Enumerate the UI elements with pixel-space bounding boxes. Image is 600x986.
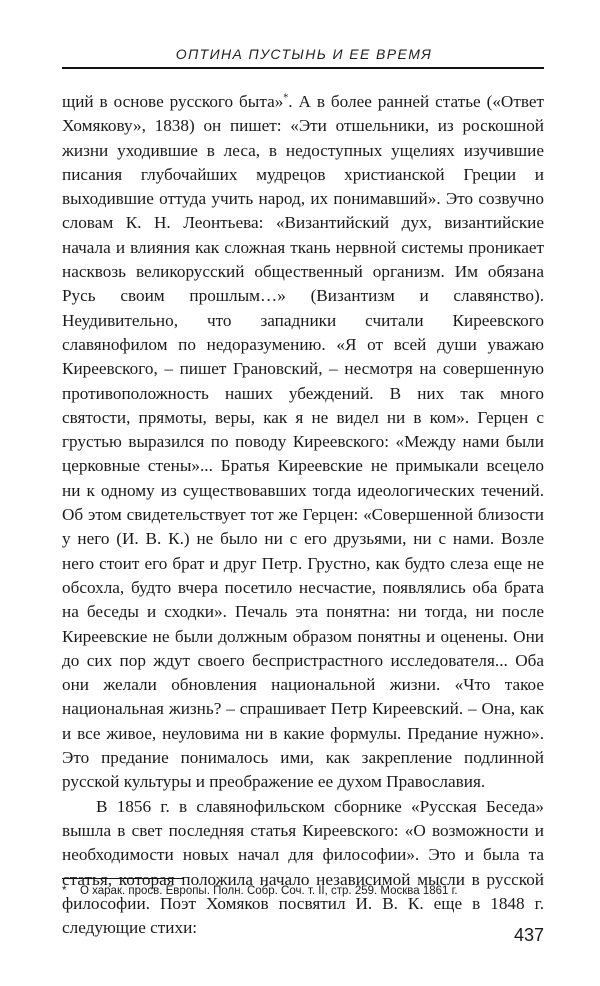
paragraph-1 (62, 90, 544, 795)
paragraph-1-rest: . А в более ранней статье («Ответ Хомякову», 1838) он пишет: «Эти отшельники, из роскошной жизни уходившие в леса, в недоступных ущелиях изучившие писания глубочайших мудрецов христианской Греции и выходившие оттуда учить народ, их понимавший». Это созвучно словам К. Н. Леонтьева: «Византийский дух, византийские начала и влияния как сложная ткань нервной системы проникает насквозь великорусский общественный организм. Им обязана Русь своим прошлым…» (Византизм и славянство). Неудивительно, что западники считали Киреевского славянофилом по недоразумению. «Я от всей души уважаю Киреевского, – пишет Грановский, – несмотря на совершенную противоположность наших убеждений. В них так много святости, прямоты, веры, как я не видел ни в ком». Герцен с грустью выразился по поводу Киреевского: «Между нами были церковные стены»... Братья Киреевские не примыкали всецело ни к одному из существовавших тогда идеологических течений. Об этом свидетельствует тот же Герцен: «Совершенной близости у него (И. В. К.) не было ни с его друзьями, ни с нами. Возле него стоит его брат и друг Петр. Грустно, как будто слеза еще не обсохла, будто вчера посетило несчастие, появлялись оба брата на беседы и сходки». Печаль эта понятна: ни тогда, ни после Киреевские не были должным образом понятны и оценены. Они до сих пор ждут своего беспристрастного исследователя... Оба они желали обновления национальной жизни. «Что такое национальная жизнь? – спрашивает Петр Киреевский. – Она, как и все живое, неуловима ни в какие формулы. Предание нужно». Это предание понималось ими, как закрепление подлинной русской культуры и преображение ее духом Православия. (62, 92, 544, 792)
footnote-rule (62, 878, 184, 879)
paragraph-2: В 1856 г. в славянофильском сборнике «Русская Беседа» вышла в свет последняя статья Киреевского: «О возможности и необходимости новых начал для философии». Это и была та статья, которая положила начало независимой мысли в русской философии. Поэт Хомяков посвятил И. В. К. еще в 1848 г. следующие стихи: (62, 796, 544, 938)
header-rule (62, 67, 544, 69)
body-text (62, 90, 544, 940)
footnote-mark: * (62, 885, 67, 897)
page-number: 437 (513, 925, 544, 945)
running-header: ОПТИНА ПУСТЫНЬ И ЕЕ ВРЕМЯ (175, 46, 433, 62)
footnote-reference: * (283, 92, 289, 104)
footnote-text: О харак. просв. Европы. Полн. Собр. Соч. т. II, стр. 259. Москва 1861 г. (80, 885, 458, 897)
footnote (62, 884, 544, 899)
paragraph-1-start: щий в основе русского быта» (62, 92, 284, 111)
